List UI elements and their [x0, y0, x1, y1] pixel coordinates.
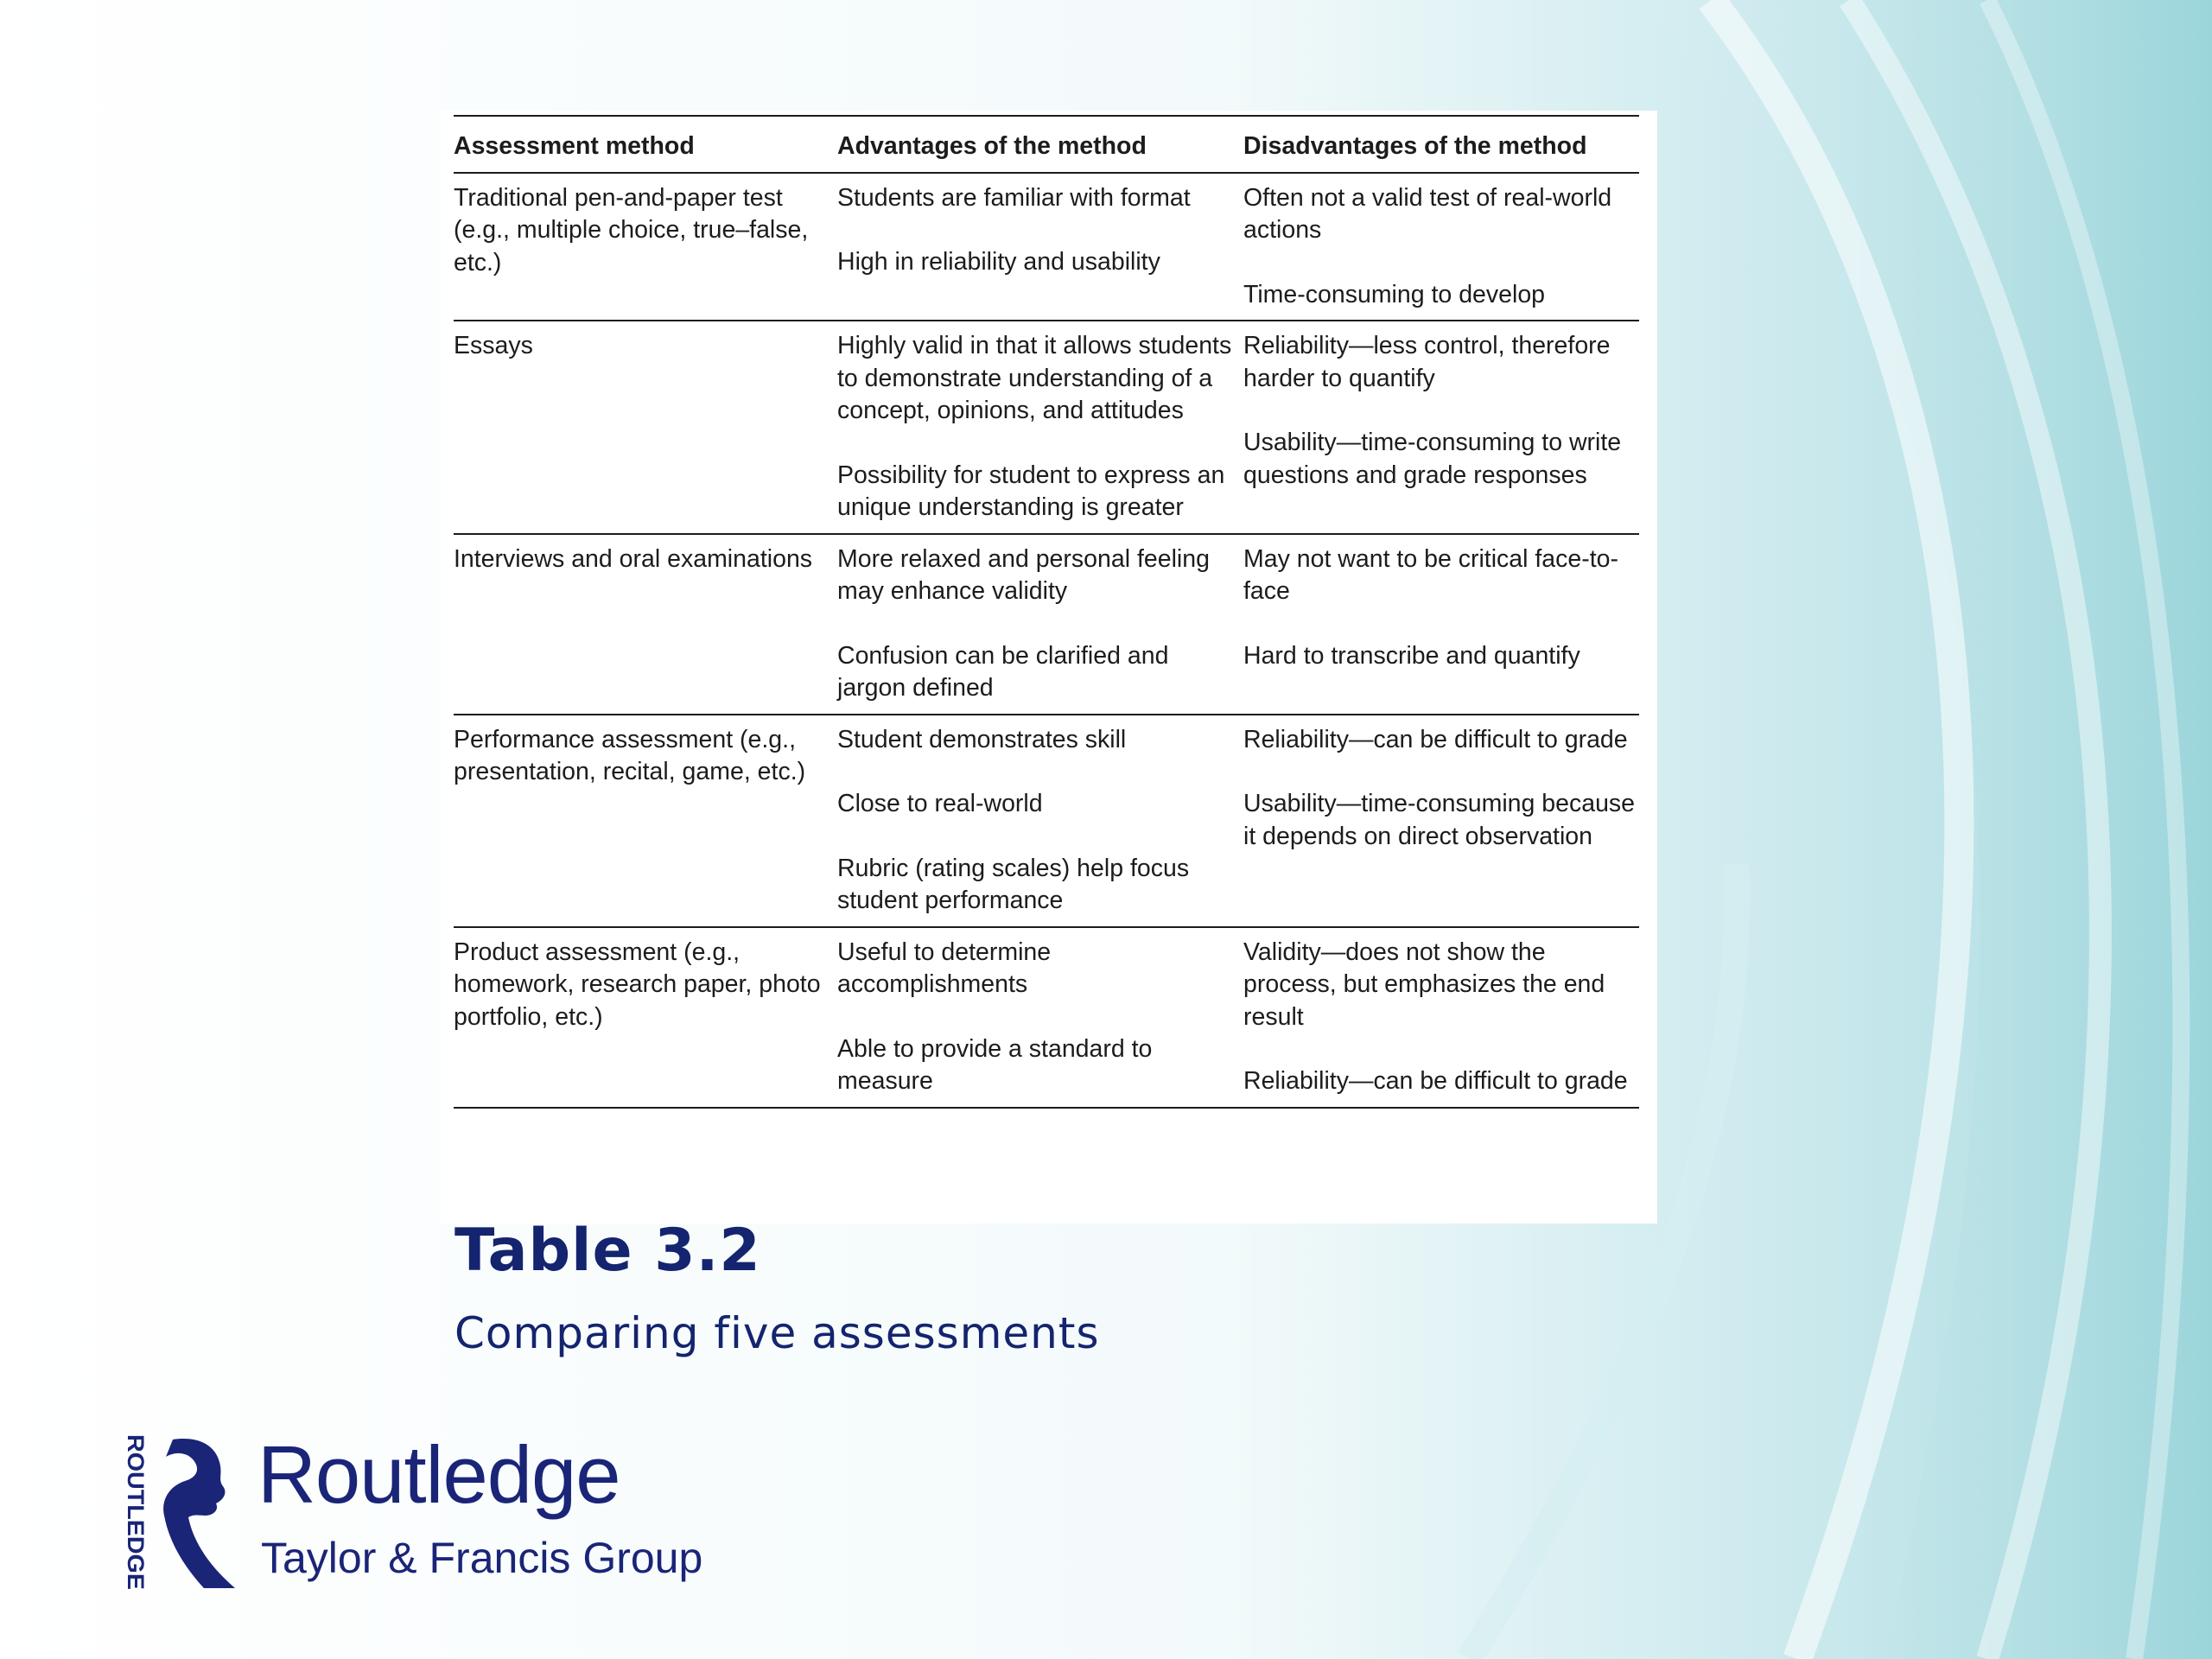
- disadvantage-text: Validity—does not show the process, but emphasizes the end result: [1243, 938, 1605, 1031]
- disadvantage-text: Often not a valid test of real-world actions: [1243, 183, 1612, 244]
- cell-method: [454, 173, 837, 321]
- routledge-logo-icon: [121, 1431, 242, 1595]
- method-text: Interviews and oral examinations: [454, 544, 813, 573]
- disadvantage-text: Hard to transcribe and quantify: [1243, 641, 1580, 670]
- cell-advantages: [837, 321, 1243, 534]
- disadvantage-text: Time-consuming to develop: [1243, 280, 1546, 308]
- disadvantage-text: Usability—time-consuming because it depends on direct observation: [1243, 790, 1636, 850]
- method-text: Performance assessment (e.g., presentation, recital, game, etc.): [454, 725, 806, 785]
- advantage-text: Students are familiar with format: [837, 183, 1191, 212]
- logo-tagline: Taylor & Francis Group: [261, 1534, 703, 1582]
- table-image: [441, 111, 1657, 1224]
- method-text: Traditional pen-and-paper test (e.g., multiple choice, true–false, etc.): [454, 183, 809, 276]
- advantage-text: Possibility for student to express an unique understanding is greater: [837, 461, 1225, 521]
- table-caption: Comparing five assessments: [454, 1308, 1100, 1358]
- advantage-text: More relaxed and personal feeling may enhance validity: [837, 544, 1210, 605]
- disadvantage-text: Usability—time-consuming to write questions and grade responses: [1243, 429, 1622, 489]
- advantage-text: Highly valid in that it allows students to demonstrate understanding of a concept, opinions, and attitudes: [837, 332, 1232, 424]
- method-text: Essays: [454, 332, 533, 359]
- cell-disadvantages: [1243, 534, 1639, 715]
- cell-advantages: [837, 715, 1243, 927]
- disadvantage-text: Reliability—can be difficult to grade: [1243, 725, 1628, 753]
- logo-name: Routledge: [257, 1429, 620, 1520]
- advantage-text: Close to real-world: [837, 790, 1043, 817]
- table-row: [454, 534, 1639, 715]
- table-row: [454, 173, 1639, 321]
- cell-disadvantages: [1243, 173, 1639, 321]
- cell-disadvantages: [1243, 321, 1639, 534]
- cell-disadvantages: [1243, 715, 1639, 927]
- cell-disadvantages: [1243, 927, 1639, 1108]
- table-row: [454, 927, 1639, 1108]
- advantage-text: Rubric (rating scales) help focus student performance: [837, 854, 1190, 914]
- cell-method: [454, 534, 837, 715]
- cell-method: [454, 715, 837, 927]
- advantage-text: Confusion can be clarified and jargon defined: [837, 641, 1169, 702]
- cell-advantages: [837, 534, 1243, 715]
- header-assessment-method: Assessment method: [454, 116, 837, 173]
- header-advantages: Advantages of the method: [837, 116, 1243, 173]
- cell-method: [454, 321, 837, 534]
- table-row: [454, 321, 1639, 534]
- table-row: [454, 715, 1639, 927]
- cell-advantages: [837, 927, 1243, 1108]
- disadvantage-text: Reliability—less control, therefore harder to quantify: [1243, 332, 1611, 392]
- disadvantage-text: May not want to be critical face-to-face: [1243, 544, 1619, 605]
- assessment-table: [454, 115, 1639, 1109]
- disadvantage-text: Reliability—can be difficult to grade: [1243, 1067, 1628, 1095]
- advantage-text: Student demonstrates skill: [837, 725, 1127, 753]
- cell-method: [454, 927, 837, 1108]
- advantage-text: Useful to determine accomplishments: [837, 938, 1052, 998]
- advantage-text: Able to provide a standard to measure: [837, 1034, 1153, 1095]
- table-header-row: [454, 116, 1639, 173]
- table-number: Table 3.2: [454, 1217, 761, 1285]
- logo-vertical-text: ROUTLEDGE: [123, 1434, 149, 1581]
- method-text: Product assessment (e.g., homework, research paper, photo portfolio, etc.): [454, 938, 821, 1031]
- advantage-text: High in reliability and usability: [837, 248, 1160, 276]
- header-disadvantages: Disadvantages of the method: [1243, 116, 1639, 173]
- cell-advantages: [837, 173, 1243, 321]
